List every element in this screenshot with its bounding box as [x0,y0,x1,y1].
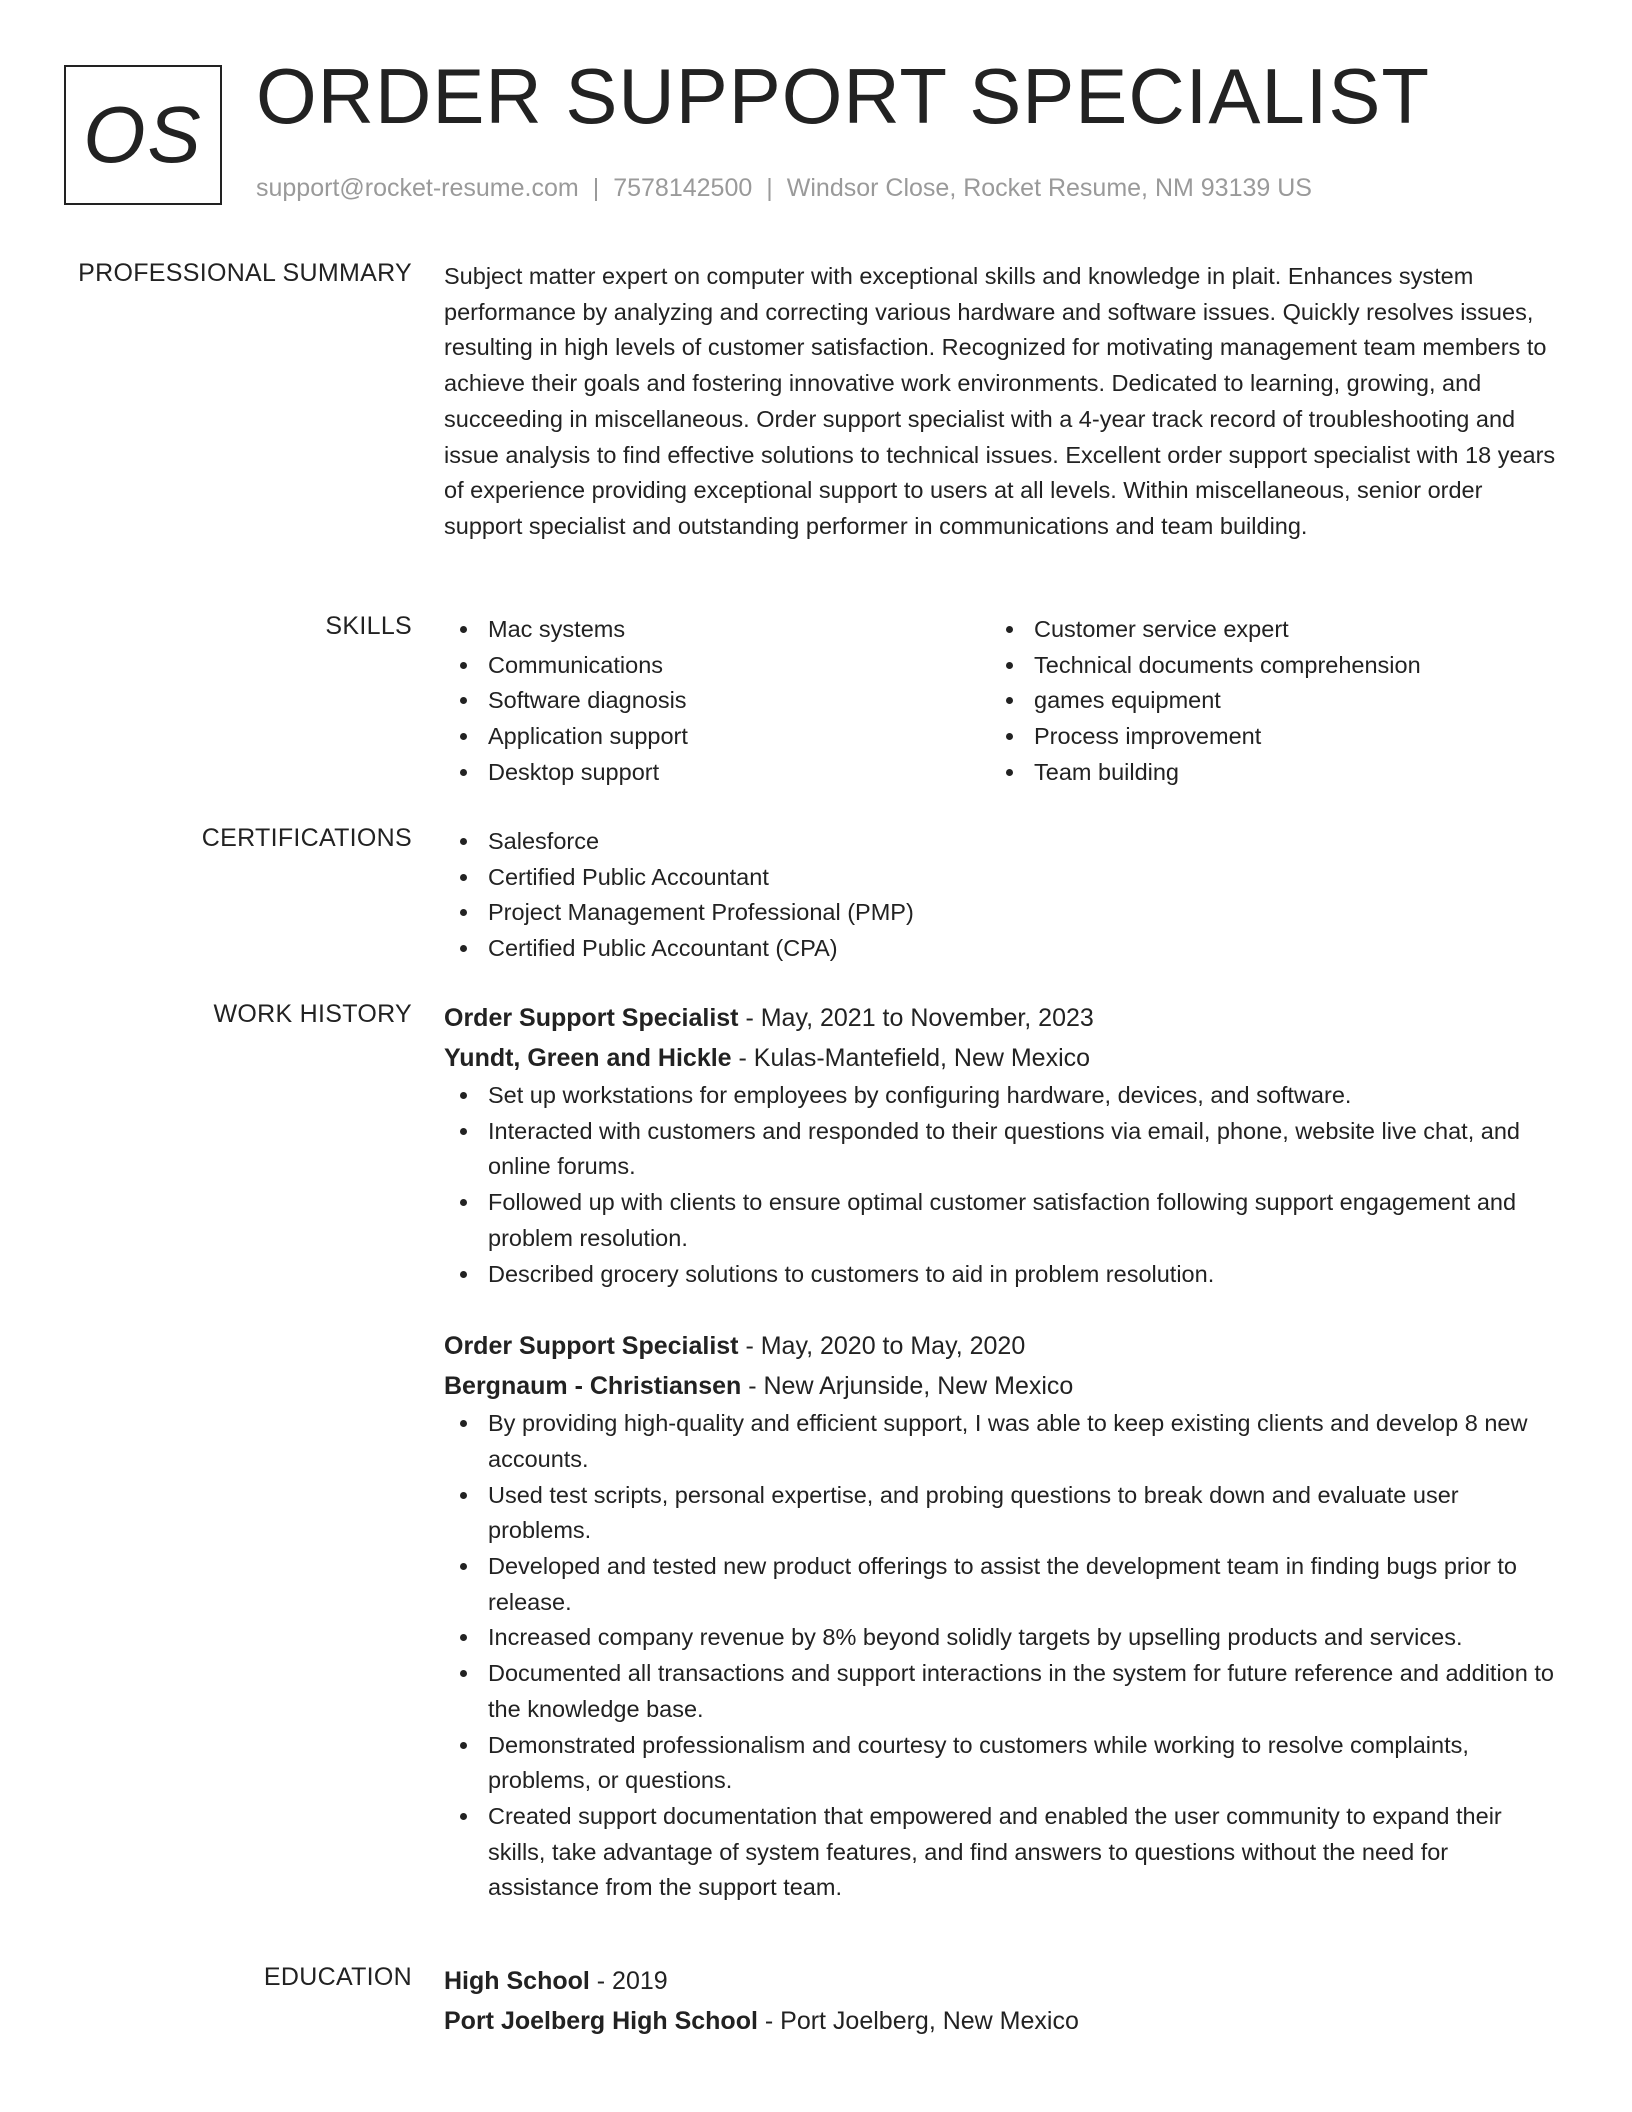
job-entry [444,1326,1559,1906]
skill-item: games equipment [990,683,1536,719]
skill-item: Process improvement [990,719,1536,755]
education-school-line [444,2001,1559,2041]
skill-item: Customer service expert [990,612,1536,648]
skill-item: Software diagnosis [444,683,990,719]
education-degree: High School [444,1967,590,1995]
skill-item: Communications [444,648,990,684]
job-title: Order Support Specialist [444,1332,739,1361]
job-bullets [444,1406,1559,1906]
summary-label: PROFESSIONAL SUMMARY [78,259,412,287]
job-bullet: Increased company revenue by 8% beyond solidly targets by upselling products and services. [444,1620,1559,1656]
certifications-label: CERTIFICATIONS [201,824,412,852]
certification-item: Project Management Professional (PMP) [444,895,1559,931]
skills-label: SKILLS [325,612,412,640]
certification-item: Certified Public Accountant (CPA) [444,931,1559,967]
job-company-line [444,1038,1559,1078]
contact-phone[interactable]: 7578142500 [613,174,753,202]
job-bullet: Developed and tested new product offerings to assist the development team in finding bugs prior to release. [444,1549,1559,1620]
job-entry [444,998,1559,1292]
job-bullet: Used test scripts, personal expertise, and probing questions to break down and evaluate user problems. [444,1478,1559,1549]
work-history-label: WORK HISTORY [213,1000,412,1028]
certification-item: Salesforce [444,824,1559,860]
contact-separator: | [592,174,600,202]
education-degree-line [444,1961,1559,2001]
job-bullet: Followed up with clients to ensure optimal customer satisfaction following support engagement and problem resolution. [444,1185,1559,1256]
skills-list-right [990,612,1536,791]
contact-separator: | [766,174,773,202]
job-bullet: Demonstrated professionalism and courtesy to customers while working to resolve complaints, problems, or questions. [444,1728,1559,1799]
summary-text: Subject matter expert on computer with exceptional skills and knowledge in plait. Enhances system performance by analyzing and correcting various hardware and software issues. Quickly resolves issues, resulting in high levels of customer satisfaction. Recognized for motivating management team members to achieve their goals and fostering innovative work environments. Dedicated to learning, growing, and succeeding in miscellaneous. Order support specialist with a 4-year track record of troubleshooting and issue analysis to find effective solutions to technical issues. Excellent order support specialist with 18 years of experience providing exceptional support to users at all levels. Within miscellaneous, senior order support specialist and outstanding performer in communications and team building. [444,263,1556,539]
job-bullet: Documented all transactions and support interactions in the system for future reference and addition to the knowledge base. [444,1656,1559,1727]
job-bullet: Set up workstations for employees by configuring hardware, devices, and software. [444,1078,1559,1114]
skills-list-left [444,612,990,791]
education-year: - 2019 [589,1967,668,1995]
education-label: EDUCATION [263,1963,412,1991]
education-school: Port Joelberg High School [444,2007,758,2035]
monogram-initials: OS [83,90,203,179]
resume-title: ORDER SUPPORT SPECIALIST [256,52,1431,140]
skill-item: Team building [990,755,1536,791]
contact-line [256,174,1312,203]
skill-item: Application support [444,719,990,755]
job-title-line [444,998,1559,1038]
job-company-line [444,1366,1559,1406]
contact-email[interactable]: support@rocket-resume.com [256,174,579,202]
job-location: - New Arjunside, New Mexico [741,1372,1074,1401]
skill-item: Mac systems [444,612,990,648]
job-bullet: Interacted with customers and responded to their questions via email, phone, website live chat, and online forums. [444,1114,1559,1185]
job-dates: - May, 2020 to May, 2020 [738,1332,1026,1361]
job-bullet: Described grocery solutions to customers to aid in problem resolution. [444,1257,1559,1293]
monogram-box [64,65,222,205]
skill-item: Desktop support [444,755,990,791]
job-dates: - May, 2021 to November, 2023 [738,1004,1094,1032]
job-bullet: Created support documentation that empowered and enabled the user community to expand their skills, take advantage of system features, and find answers to questions without the need for assistance from the support team. [444,1799,1559,1906]
job-location: - Kulas-Mantefield, New Mexico [731,1044,1091,1072]
job-company: Yundt, Green and Hickle [444,1044,732,1072]
job-bullet: By providing high-quality and efficient support, I was able to keep existing clients and develop 8 new accounts. [444,1406,1559,1477]
certification-item: Certified Public Accountant [444,860,1559,896]
skill-item: Technical documents comprehension [990,648,1536,684]
job-title-line [444,1326,1559,1366]
contact-address: Windsor Close, Rocket Resume, NM 93139 US [786,174,1312,202]
certifications-list [444,824,1559,967]
job-bullets [444,1078,1559,1292]
job-company: Bergnaum - Christiansen [444,1372,742,1401]
education-location: - Port Joelberg, New Mexico [757,2007,1079,2035]
job-title: Order Support Specialist [444,1004,739,1032]
